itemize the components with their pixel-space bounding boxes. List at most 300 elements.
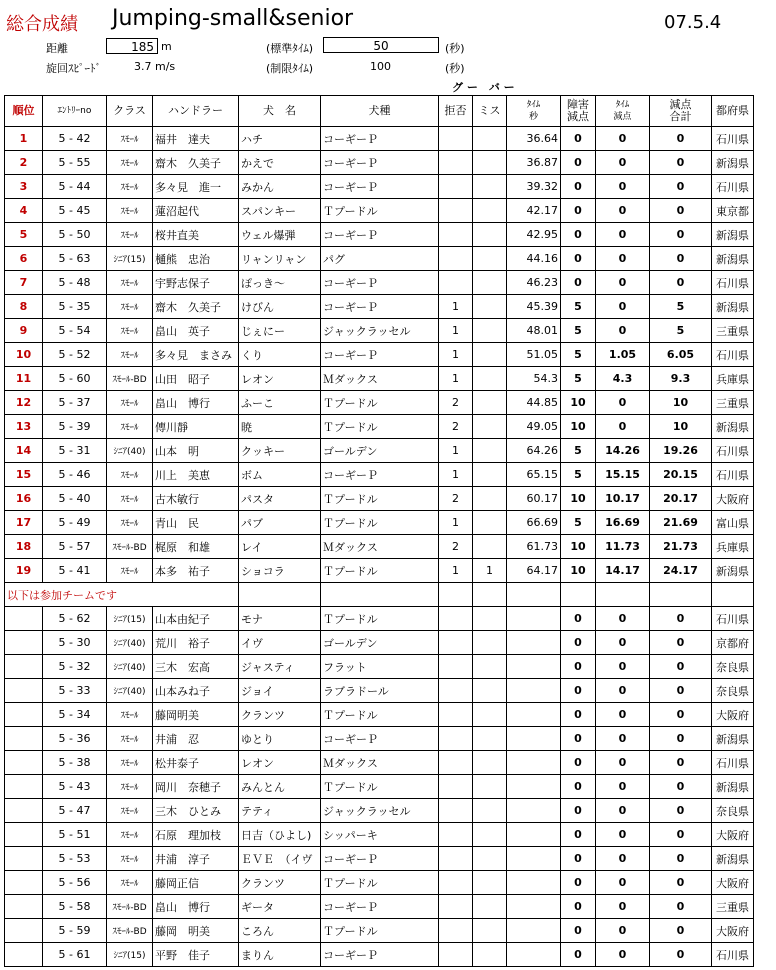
entry-cell: 5 - 61 [43,943,107,967]
entry-cell: 5 - 32 [43,655,107,679]
time-cell: 46.23 [507,271,561,295]
miss-cell [473,295,507,319]
dog-cell: ハチ [239,127,321,151]
time-penalty-cell: 14.26 [596,439,650,463]
miss-cell [473,391,507,415]
class-cell: ｽﾓｰﾙ [107,559,153,583]
breed-cell: コーギーＰ [321,127,439,151]
header-dog: 犬 名 [239,96,321,127]
entry-cell: 5 - 57 [43,535,107,559]
handler-cell: 井浦 忍 [153,727,239,751]
dog-cell: ジャスティ [239,655,321,679]
dog-cell: ボム [239,463,321,487]
handler-cell: 岡川 奈穂子 [153,775,239,799]
entry-cell: 5 - 41 [43,559,107,583]
miss-cell [473,751,507,775]
miss-cell [473,823,507,847]
entry-cell: 5 - 58 [43,895,107,919]
prefecture-cell: 石川県 [712,463,754,487]
class-cell: ｽﾓｰﾙ [107,847,153,871]
refusal-cell [439,631,473,655]
time-penalty-cell: 0 [596,895,650,919]
total-penalty-cell: 0 [650,175,712,199]
time-penalty-cell: 0 [596,823,650,847]
time-cell: 61.73 [507,535,561,559]
time-penalty-cell: 0 [596,727,650,751]
rank-cell: 11 [5,367,43,391]
dog-cell: クランツ [239,871,321,895]
refusal-cell [439,919,473,943]
dog-cell: イヴ [239,631,321,655]
obstacle-penalty-cell: 0 [561,223,596,247]
rank-cell: 9 [5,319,43,343]
prefecture-cell: 兵庫県 [712,367,754,391]
obstacle-penalty-cell: 10 [561,391,596,415]
obstacle-penalty-cell: 0 [561,895,596,919]
results-table [4,95,754,967]
rank-cell: 16 [5,487,43,511]
table-row [5,871,754,895]
obstacle-penalty-cell: 0 [561,847,596,871]
handler-cell: 藤岡 明美 [153,919,239,943]
rank-cell [5,703,43,727]
class-cell: ｽﾓｰﾙ-BD [107,535,153,559]
table-row [5,439,754,463]
prefecture-cell: 新潟県 [712,295,754,319]
empty-cell [561,583,596,607]
time-cell: 45.39 [507,295,561,319]
handler-cell: 藤岡正信 [153,871,239,895]
prefecture-cell: 石川県 [712,271,754,295]
entry-cell: 5 - 37 [43,391,107,415]
time-penalty-cell: 16.69 [596,511,650,535]
speed-value: 3.7 m/s [134,60,176,73]
breed-cell: フラット [321,655,439,679]
refusal-cell [439,175,473,199]
time-cell [507,895,561,919]
breed-cell: Ｔプードル [321,415,439,439]
miss-cell [473,367,507,391]
class-cell: ｼﾆｱ(40) [107,439,153,463]
total-penalty-cell: 0 [650,799,712,823]
limit-time-unit: (秒) [445,62,465,75]
time-penalty-cell: 0 [596,295,650,319]
time-penalty-cell: 14.17 [596,559,650,583]
prefecture-cell: 新潟県 [712,559,754,583]
table-row [5,511,754,535]
handler-cell: 山田 昭子 [153,367,239,391]
time-cell: 39.32 [507,175,561,199]
refusal-cell: 2 [439,535,473,559]
table-row [5,679,754,703]
time-cell: 66.69 [507,511,561,535]
time-penalty-cell: 0 [596,151,650,175]
miss-cell [473,247,507,271]
handler-cell: 本多 祐子 [153,559,239,583]
time-cell [507,727,561,751]
obstacle-penalty-cell: 0 [561,823,596,847]
rank-cell [5,751,43,775]
handler-cell: 山本由紀子 [153,607,239,631]
handler-cell: 山本みね子 [153,679,239,703]
dog-cell: みかん [239,175,321,199]
dog-cell: ころん [239,919,321,943]
miss-cell [473,631,507,655]
dog-cell: 暁 [239,415,321,439]
prefecture-cell: 石川県 [712,751,754,775]
obstacle-penalty-cell: 5 [561,463,596,487]
total-penalty-cell: 0 [650,199,712,223]
obstacle-penalty-cell: 10 [561,487,596,511]
obstacle-penalty-cell: 0 [561,631,596,655]
class-cell: ｽﾓｰﾙ-BD [107,895,153,919]
miss-cell [473,343,507,367]
miss-cell [473,895,507,919]
time-penalty-cell: 0 [596,175,650,199]
table-row [5,343,754,367]
table-row [5,895,754,919]
time-penalty-cell: 10.17 [596,487,650,511]
handler-cell: 齋木 久美子 [153,295,239,319]
time-cell: 42.17 [507,199,561,223]
time-cell: 54.3 [507,367,561,391]
breed-cell: コーギーＰ [321,343,439,367]
refusal-cell: 1 [439,511,473,535]
dog-cell: みんとん [239,775,321,799]
class-cell: ｼﾆｱ(15) [107,943,153,967]
miss-cell [473,271,507,295]
miss-cell [473,463,507,487]
prefecture-cell: 石川県 [712,343,754,367]
obstacle-penalty-cell: 0 [561,679,596,703]
dog-cell: ウェル爆弾 [239,223,321,247]
entry-cell: 5 - 38 [43,751,107,775]
prefecture-cell: 三重県 [712,895,754,919]
table-row [5,751,754,775]
dog-cell: レオン [239,367,321,391]
distance-label: 距離 [46,42,68,55]
refusal-cell [439,247,473,271]
rank-cell [5,655,43,679]
class-cell: ｽﾓｰﾙ [107,151,153,175]
results-body [5,127,754,967]
total-penalty-cell: 0 [650,895,712,919]
total-penalty-cell: 10 [650,415,712,439]
time-penalty-cell: 0 [596,319,650,343]
breed-cell: パグ [321,247,439,271]
refusal-cell: 1 [439,343,473,367]
entry-cell: 5 - 39 [43,415,107,439]
table-row [5,919,754,943]
time-cell: 65.15 [507,463,561,487]
class-cell: ｽﾓｰﾙ-BD [107,919,153,943]
breed-cell: Ｔプードル [321,775,439,799]
header-class: クラス [107,96,153,127]
total-penalty-cell: 0 [650,847,712,871]
dog-cell: レイ [239,535,321,559]
breed-cell: コーギーＰ [321,175,439,199]
empty-cell [439,583,473,607]
handler-cell: 青山 民 [153,511,239,535]
rank-cell: 6 [5,247,43,271]
entry-cell: 5 - 46 [43,463,107,487]
time-cell [507,847,561,871]
obstacle-penalty-cell: 5 [561,511,596,535]
obstacle-penalty-cell: 0 [561,199,596,223]
table-row [5,367,754,391]
table-row [5,415,754,439]
dog-cell: けびん [239,295,321,319]
entry-cell: 5 - 34 [43,703,107,727]
table-row [5,703,754,727]
miss-cell [473,511,507,535]
time-cell [507,679,561,703]
breed-cell: ラブラドール [321,679,439,703]
limit-time-value: 100 [370,60,391,73]
class-cell: ｽﾓｰﾙ [107,199,153,223]
breed-cell: Ｍダックス [321,367,439,391]
time-cell [507,631,561,655]
breed-cell: Ｔプードル [321,391,439,415]
prefecture-cell: 石川県 [712,439,754,463]
breed-cell: ジャックラッセル [321,799,439,823]
prefecture-cell: 石川県 [712,127,754,151]
obstacle-penalty-cell: 0 [561,871,596,895]
handler-cell: 畠山 博行 [153,895,239,919]
total-penalty-cell: 0 [650,823,712,847]
dog-cell: モナ [239,607,321,631]
time-cell: 60.17 [507,487,561,511]
header-total-penalty: 減点 合計 [650,96,712,127]
miss-cell [473,175,507,199]
time-penalty-cell: 1.05 [596,343,650,367]
rank-cell: 2 [5,151,43,175]
entry-cell: 5 - 59 [43,919,107,943]
rank-cell: 13 [5,415,43,439]
rank-cell: 1 [5,127,43,151]
handler-cell: 藤岡明美 [153,703,239,727]
obstacle-penalty-cell: 0 [561,655,596,679]
entry-cell: 5 - 62 [43,607,107,631]
note-row [5,583,754,607]
class-cell: ｼﾆｱ(40) [107,679,153,703]
empty-cell [507,583,561,607]
miss-cell [473,943,507,967]
total-penalty-cell: 5 [650,319,712,343]
table-row [5,247,754,271]
prefecture-cell: 兵庫県 [712,535,754,559]
dog-cell: 日吉（ひよし) [239,823,321,847]
page-title: Jumping-small&senior [112,6,354,31]
table-row [5,655,754,679]
time-cell [507,775,561,799]
dog-cell: ジョイ [239,679,321,703]
obstacle-penalty-cell: 0 [561,919,596,943]
dog-cell: クッキー [239,439,321,463]
time-cell [507,871,561,895]
breed-cell: Ｔプードル [321,199,439,223]
entry-cell: 5 - 33 [43,679,107,703]
rank-cell [5,847,43,871]
time-penalty-cell: 0 [596,631,650,655]
group-label: グ ー バ ー [452,81,515,94]
std-time-value: 50 [323,37,439,53]
entry-cell: 5 - 60 [43,367,107,391]
header-rank: 順位 [5,96,43,127]
time-penalty-cell: 11.73 [596,535,650,559]
handler-cell: 桜井直美 [153,223,239,247]
time-penalty-cell: 0 [596,679,650,703]
header-time-penalty: ﾀｲﾑ 減点 [596,96,650,127]
time-cell: 44.16 [507,247,561,271]
time-cell: 36.64 [507,127,561,151]
class-cell: ｽﾓｰﾙ [107,415,153,439]
dog-cell: ふーこ [239,391,321,415]
time-cell: 64.26 [507,439,561,463]
handler-cell: 傳川靜 [153,415,239,439]
breed-cell: Ｍダックス [321,751,439,775]
breed-cell: コーギーＰ [321,223,439,247]
breed-cell: コーギーＰ [321,295,439,319]
miss-cell [473,415,507,439]
prefecture-cell: 大阪府 [712,919,754,943]
table-row [5,607,754,631]
entry-cell: 5 - 48 [43,271,107,295]
limit-time-label: (制限ﾀｲﾑ) [266,62,314,75]
time-penalty-cell: 0 [596,871,650,895]
breed-cell: コーギーＰ [321,151,439,175]
time-penalty-cell: 0 [596,607,650,631]
breed-cell: Ｔプードル [321,487,439,511]
rank-cell: 18 [5,535,43,559]
time-penalty-cell: 15.15 [596,463,650,487]
time-penalty-cell: 0 [596,655,650,679]
total-penalty-cell: 6.05 [650,343,712,367]
handler-cell: 畠山 英子 [153,319,239,343]
prefecture-cell: 富山県 [712,511,754,535]
event-date: 07.5.4 [664,12,722,33]
table-row [5,535,754,559]
rank-cell: 15 [5,463,43,487]
breed-cell: Ｔプードル [321,607,439,631]
handler-cell: 松井泰子 [153,751,239,775]
refusal-cell [439,679,473,703]
dog-cell: パブ [239,511,321,535]
class-cell: ｽﾓｰﾙ-BD [107,367,153,391]
time-cell: 48.01 [507,319,561,343]
time-penalty-cell: 0 [596,247,650,271]
breed-cell: Ｔプードル [321,703,439,727]
header-miss: ミス [473,96,507,127]
obstacle-penalty-cell: 0 [561,727,596,751]
rank-cell [5,895,43,919]
time-penalty-cell: 0 [596,943,650,967]
prefecture-cell: 石川県 [712,175,754,199]
rank-cell: 14 [5,439,43,463]
breed-cell: ジャックラッセル [321,319,439,343]
time-penalty-cell: 0 [596,703,650,727]
dog-cell: かえで [239,151,321,175]
breed-cell: コーギーＰ [321,271,439,295]
breed-cell: コーギーＰ [321,727,439,751]
refusal-cell: 1 [439,439,473,463]
class-cell: ｽﾓｰﾙ [107,511,153,535]
participants-note: 以下は参加チームです [5,583,239,607]
total-penalty-cell: 0 [650,655,712,679]
prefecture-cell: 奈良県 [712,679,754,703]
entry-cell: 5 - 40 [43,487,107,511]
dog-cell: リャンリャン [239,247,321,271]
std-time-label: (標準ﾀｲﾑ) [266,42,314,55]
prefecture-cell: 新潟県 [712,223,754,247]
handler-cell: 福井 達夫 [153,127,239,151]
class-cell: ｼﾆｱ(15) [107,607,153,631]
dog-cell: まりん [239,943,321,967]
miss-cell [473,655,507,679]
dog-cell: テティ [239,799,321,823]
breed-cell: Ｔプードル [321,919,439,943]
class-cell: ｽﾓｰﾙ [107,319,153,343]
miss-cell [473,727,507,751]
handler-cell: 川上 美恵 [153,463,239,487]
obstacle-penalty-cell: 0 [561,151,596,175]
table-row [5,799,754,823]
class-cell: ｽﾓｰﾙ [107,799,153,823]
class-cell: ｽﾓｰﾙ [107,751,153,775]
total-penalty-cell: 0 [650,223,712,247]
prefecture-cell: 石川県 [712,943,754,967]
rank-cell: 19 [5,559,43,583]
dog-cell: ＥＶＥ （イヴ [239,847,321,871]
empty-cell [712,583,754,607]
refusal-cell [439,847,473,871]
obstacle-penalty-cell: 10 [561,535,596,559]
entry-cell: 5 - 49 [43,511,107,535]
refusal-cell [439,127,473,151]
total-penalty-cell: 21.73 [650,535,712,559]
header-handler: ハンドラー [153,96,239,127]
breed-cell: コーギーＰ [321,463,439,487]
rank-cell [5,727,43,751]
time-penalty-cell: 0 [596,199,650,223]
breed-cell: コーギーＰ [321,847,439,871]
total-penalty-cell: 21.69 [650,511,712,535]
entry-cell: 5 - 54 [43,319,107,343]
table-row [5,631,754,655]
refusal-cell [439,223,473,247]
empty-cell [321,583,439,607]
time-penalty-cell: 0 [596,919,650,943]
handler-cell: 三木 ひとみ [153,799,239,823]
entry-cell: 5 - 36 [43,727,107,751]
time-cell [507,919,561,943]
table-row [5,151,754,175]
entry-cell: 5 - 52 [43,343,107,367]
table-row [5,847,754,871]
refusal-cell [439,151,473,175]
prefecture-cell: 新潟県 [712,727,754,751]
refusal-cell [439,943,473,967]
dog-cell: パスタ [239,487,321,511]
entry-cell: 5 - 55 [43,151,107,175]
breed-cell: Ｍダックス [321,535,439,559]
prefecture-cell: 新潟県 [712,247,754,271]
empty-cell [239,583,321,607]
entry-cell: 5 - 43 [43,775,107,799]
empty-cell [596,583,650,607]
rank-cell [5,679,43,703]
prefecture-cell: 新潟県 [712,847,754,871]
